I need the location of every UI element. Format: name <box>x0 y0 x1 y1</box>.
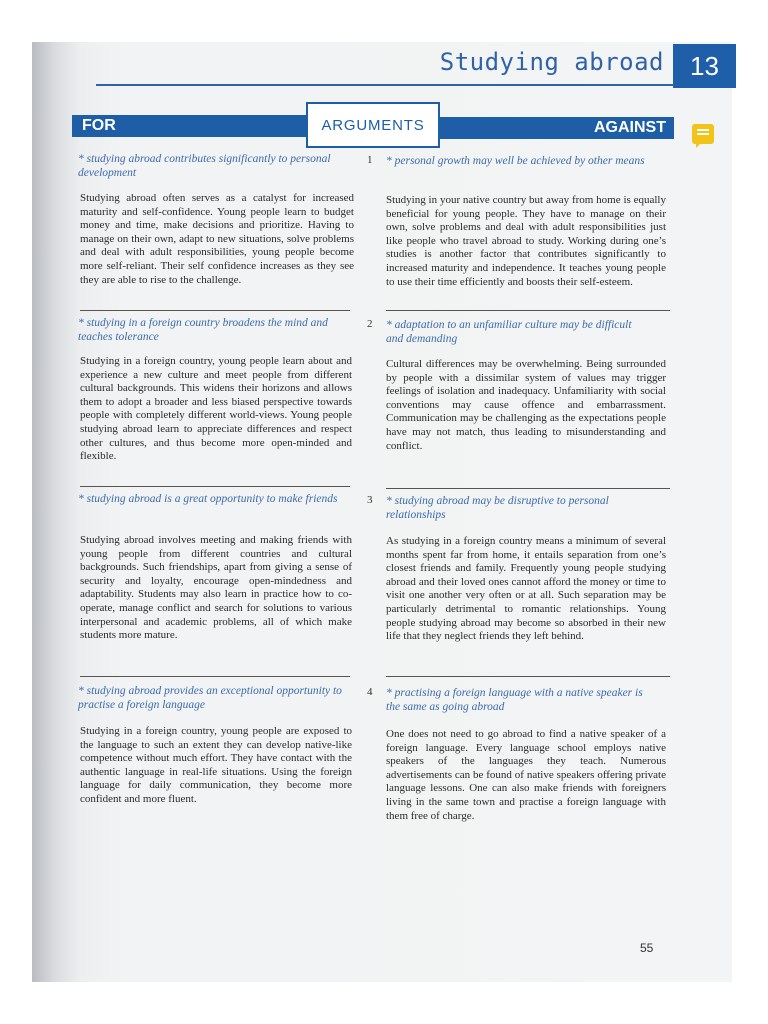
for-text-2: Studying in a foreign country, young people learn about and experience a new culture and meet people from different cultural backgrounds. This widens their horizons and allows them to adopt a broader and less biased perspective towards people with completely different world-views. Young people studying abroad learn to appreciate differences and respect other cultures, and thus become more open-minded and flexible. <box>80 355 352 463</box>
separator-right-2 <box>386 488 670 489</box>
row-number-2: 2 <box>367 318 373 330</box>
for-text-1: Studying abroad often serves as a catalyst for increased maturity and self-confidence. Young people learn to budget money and time, make decisions and prioritize. Having to manage on their own, adapt to new situations, solve problems and deal with adult responsibilities, young people become more self-reliant. Their self confidence increases as they see they are able to rise to the challenge. <box>80 192 354 286</box>
against-heading-1: * personal growth may well be achieved by other means <box>386 155 645 167</box>
comment-icon[interactable] <box>692 124 714 144</box>
separator-right-3 <box>386 676 670 677</box>
row-number-1: 1 <box>367 154 373 166</box>
against-label: AGAINST <box>438 117 674 139</box>
against-heading-4: * practising a foreign language with a native speaker is the same as going abroad <box>386 687 643 713</box>
for-heading-4: * studying abroad provides an exceptional opportunity to practise a foreign language <box>78 685 342 711</box>
against-text-4: One does not need to go abroad to find a native speaker of a foreign language. Every language school employs native speakers of the languages they teach. Numerous advertisements can be found of native speakers offering private language lessons. One can also make friends with foreigners living in the same town and practise a foreign language with them free of charge. <box>386 728 666 822</box>
for-heading-2: * studying in a foreign country broadens the mind and teaches tolerance <box>78 317 328 343</box>
for-label: FOR <box>72 115 308 137</box>
against-text-3: As studying in a foreign country means a minimum of several months spent far from home, it entails separation from one’s closest friends and family. Frequently young people studying abroad and their loved ones cannot afford the money or time to visit one another very often or at all. Such separation may be particularly detrimental to romantic relationships. Young people studying abroad may become so absorbed in their new life that they neglect friends they left behind. <box>386 535 666 643</box>
header-rule <box>96 84 674 86</box>
against-heading-2: * adaptation to an unfamiliar culture may be difficult and demanding <box>386 319 632 345</box>
page-edge <box>732 0 768 1024</box>
separator-right-1 <box>386 310 670 311</box>
against-text-2: Cultural differences may be overwhelming. Being surrounded by people with a dissimilar system of values may trigger feelings of isolation and inadequacy. Unfamiliarity with social conventions may cause offence and embarrassment. Communication may be challenging as the expectations people have may not match, thus leading to misunderstanding and conflict. <box>386 358 666 452</box>
for-text-4: Studying in a foreign country, young people are exposed to the language to such an extent they can develop native-like competence without much effort. They have contact with the authentic language in real-life situations. Using the foreign language for daily communication, they become more confident and more fluent. <box>80 725 352 805</box>
unit-number-badge: 13 <box>673 44 736 88</box>
separator-left-2 <box>80 486 350 487</box>
page-number: 55 <box>640 941 654 955</box>
for-heading-3: * studying abroad is a great opportunity to make friends <box>78 493 338 505</box>
arguments-label: ARGUMENTS <box>321 116 425 134</box>
page-title: Studying abroad <box>439 48 664 76</box>
for-text-3: Studying abroad involves meeting and making friends with young people from different countries and cultural backgrounds. Such friendships, apart from giving a sense of security and loyalty, encourage open-mindedness and adaptability. Students may also learn in practice how to co-operate, manage conflict and search for solutions to various interpersonal and academic problems, all of which make students more mature. <box>80 534 352 642</box>
separator-left-3 <box>80 676 350 677</box>
separator-left-1 <box>80 310 350 311</box>
row-number-3: 3 <box>367 494 373 506</box>
arguments-box <box>306 102 440 148</box>
for-heading-1: * studying abroad contributes significantly to personal development <box>78 153 331 179</box>
row-number-4: 4 <box>367 686 373 698</box>
against-heading-3: * studying abroad may be disruptive to personal relationships <box>386 495 609 521</box>
against-text-1: Studying in your native country but away from home is equally beneficial for young people. They have to manage on their own, solve problems and deal with adult responsibilities just like people who travel abroad to study. Working during one’s studies is another factor that contributes significantly to increased maturity and independence. It teaches young people to use their time efficiently and boosts their self-esteem. <box>386 194 666 288</box>
